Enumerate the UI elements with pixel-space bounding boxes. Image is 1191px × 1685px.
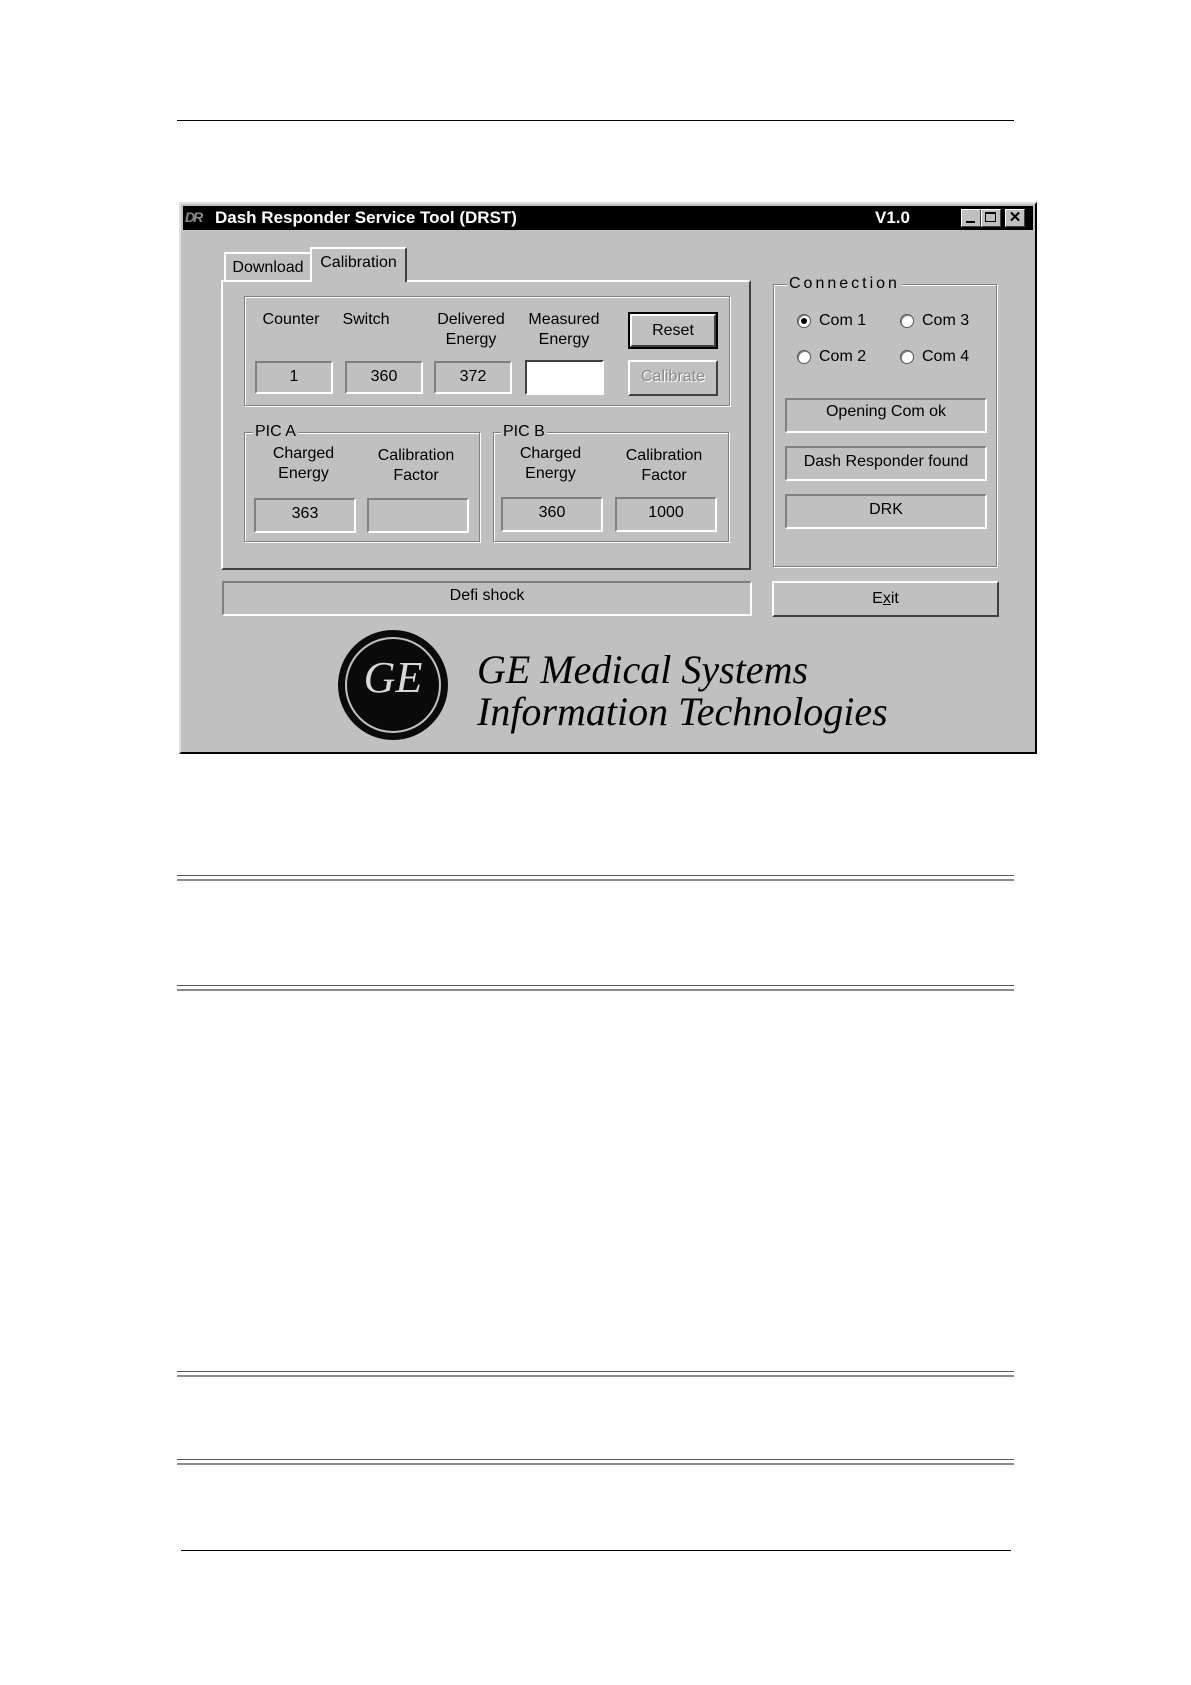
section-rule [177,1371,1014,1377]
radio-circle [797,314,811,328]
pic-a-charged-label: Charged [272,445,335,462]
counter-label: Counter [262,311,320,328]
title-bar[interactable] [183,206,1033,230]
pic-a-charged-field: 363 [254,498,356,533]
pic-b-charged-field: 360 [501,497,603,532]
ge-logo [338,630,448,740]
maximize-icon[interactable] [981,209,1001,227]
status-bar: Defi shock [222,581,752,616]
radio-circle [797,350,811,364]
pic-b-legend: PIC B [503,423,545,440]
pic-b-charged-label-2: Energy [525,465,576,482]
tab-download[interactable] [224,252,312,280]
delivered-energy-field: 372 [434,361,512,394]
radio-circle [900,350,914,364]
pic-a-calibration-field [367,498,469,533]
exit-label: E [872,590,883,607]
measured-label: Measured [528,311,600,328]
brand-line-2: Information Technologies [477,689,888,734]
radio-label: Com 2 [819,348,867,365]
pic-b-charged-label: Charged [519,445,582,462]
exit-button[interactable] [772,581,999,617]
switch-label: Switch [342,311,390,328]
radio-com4[interactable] [900,347,990,367]
pic-b-calibration-label: Calibration [625,447,703,464]
section-rule [177,985,1014,991]
device-type-status: DRK [785,494,987,529]
pic-b-calibration-label-2: Factor [641,467,687,484]
app-icon: DR [185,209,202,225]
measured-label-2: Energy [538,331,590,348]
radio-com3[interactable] [900,311,990,331]
pic-a-calibration-label-2: Factor [393,467,439,484]
brand-line-1: GE Medical Systems [477,647,809,692]
pic-a-charged-label-2: Energy [278,465,329,482]
minimize-icon[interactable] [961,209,981,227]
pic-a-legend: PIC A [255,423,296,440]
section-rule [177,875,1014,881]
connection-status: Opening Com ok [785,398,987,433]
tab-label: Calibration [320,254,397,271]
connection-legend: Connection [789,275,900,292]
radio-label: Com 3 [922,312,970,329]
calibrate-button[interactable]: Calibrate [628,360,718,396]
counter-field: 1 [255,361,333,394]
page-footer-rule [181,1550,1011,1551]
close-icon[interactable]: ✕ [1005,209,1025,227]
version-label: V1.0 [875,208,910,227]
exit-label-accel: x [882,590,891,607]
page-header-rule [177,120,1014,121]
window-title: Dash Responder Service Tool (DRST) [215,208,517,227]
exit-label-rest: it [890,590,899,607]
reset-button[interactable]: Reset [630,314,716,347]
radio-label: Com 4 [922,348,970,365]
radio-label: Com 1 [819,312,867,329]
delivered-label-2: Energy [445,331,497,348]
tab-calibration[interactable] [310,247,407,282]
section-rule [177,1459,1014,1465]
tab-label: Download [232,259,304,276]
radio-com1[interactable] [797,311,887,331]
radio-com2[interactable] [797,347,887,367]
logo-monogram: GE [363,653,423,702]
delivered-label: Delivered [437,311,505,328]
pic-b-calibration-field: 1000 [615,497,717,532]
device-status: Dash Responder found [785,446,987,481]
radio-circle [900,314,914,328]
measured-energy-input[interactable] [525,360,604,395]
pic-a-calibration-label: Calibration [377,447,455,464]
switch-field: 360 [345,361,423,394]
